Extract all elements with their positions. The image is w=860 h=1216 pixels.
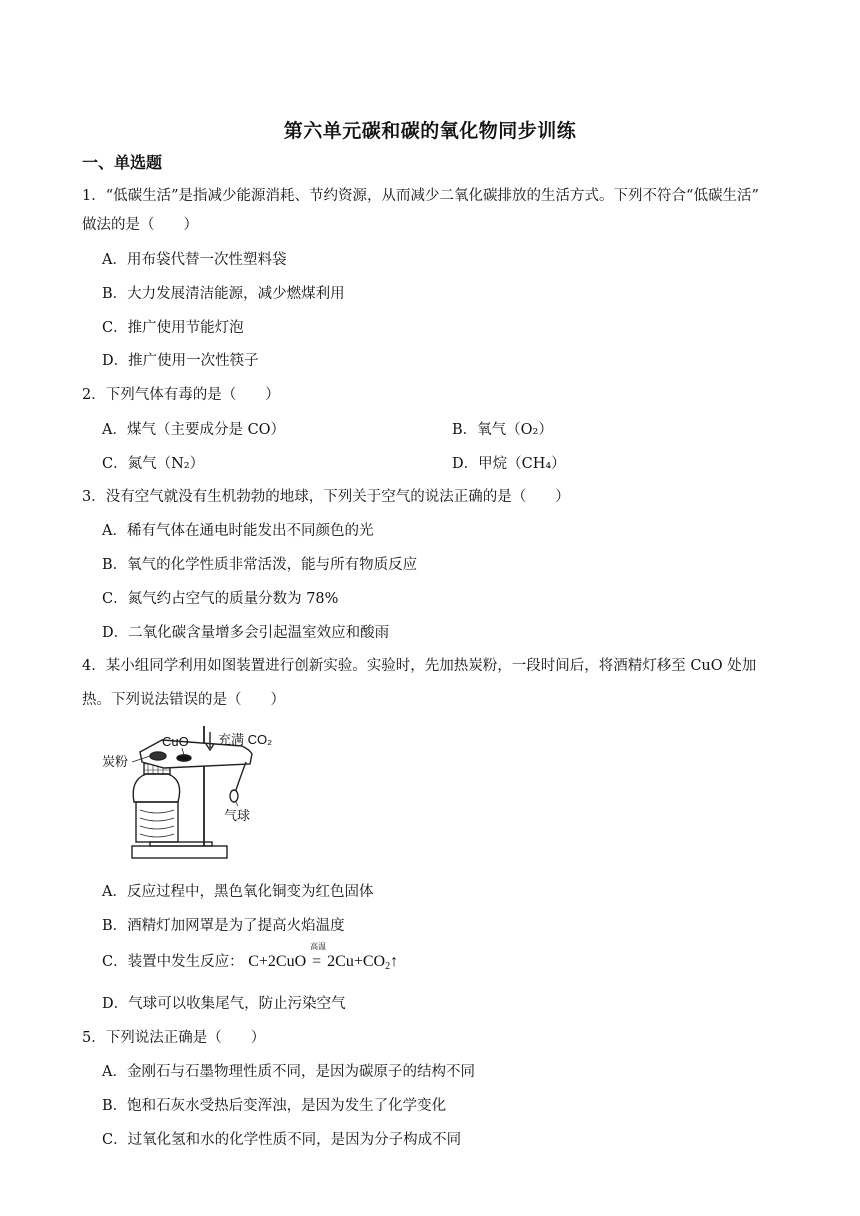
question-3-option-c: C．氮气约占空气的质量分数为 78% xyxy=(102,591,339,607)
question-1-stem-line2: 做法的是（ ） xyxy=(82,217,198,233)
question-2-option-a: A．煤气（主要成分是 CO） xyxy=(102,422,286,438)
balloon xyxy=(230,790,238,802)
stand-base xyxy=(132,846,227,858)
cuo-sample xyxy=(177,755,191,761)
question-5-option-a: A．金刚石与石墨物理性质不同，是因为碳原子的结构不同 xyxy=(102,1064,475,1080)
alcohol-lamp xyxy=(133,774,179,802)
reaction-condition: 高温 xyxy=(310,942,327,951)
page-title: 第六单元碳和碳的氧化物同步训练 xyxy=(283,120,577,142)
label-cuo: CuO xyxy=(162,734,189,749)
label-co2: 充满 CO₂ xyxy=(218,732,273,747)
question-1-option-b: B．大力发展清洁能源，减少燃煤利用 xyxy=(102,286,345,302)
equation-left: C+2CuO xyxy=(248,953,307,970)
question-3-stem: 3．没有空气就没有生机勃勃的地球，下列关于空气的说法正确的是（ ） xyxy=(82,489,570,505)
label-balloon: 气球 xyxy=(224,808,251,823)
question-1-option-d: D．推广使用一次性筷子 xyxy=(102,353,259,369)
question-4-option-d: D．气球可以收集尾气，防止污染空气 xyxy=(102,996,346,1012)
question-2-stem: 2．下列气体有毒的是（ ） xyxy=(82,387,280,403)
section-heading: 一、单选题 xyxy=(82,153,163,172)
equation-sign: = xyxy=(312,953,322,970)
equation-sign-group xyxy=(310,942,327,971)
gas-arrow: ↑ xyxy=(390,953,399,970)
question-2-option-b: B．氧气（O₂） xyxy=(452,422,553,438)
question-3-option-d: D．二氧化碳含量增多会引起温室效应和酸雨 xyxy=(102,625,390,641)
question-3-option-a: A．稀有气体在通电时能发出不同颜色的光 xyxy=(102,523,374,539)
carbon-powder xyxy=(150,752,166,760)
question-1-option-a: A．用布袋代替一次性塑料袋 xyxy=(102,252,287,268)
question-5-option-c: C．过氧化氢和水的化学性质不同，是因为分子构成不同 xyxy=(102,1132,462,1148)
question-4-option-b: B．酒精灯加网罩是为了提高火焰温度 xyxy=(102,918,345,934)
question-4-stem-line1: 4．某小组同学利用如图装置进行创新实验。实验时，先加热炭粉，一段时间后，将酒精灯移至 CuO 处加 xyxy=(82,658,757,674)
question-3-option-b: B．氧气的化学性质非常活泼，能与所有物质反应 xyxy=(102,557,418,573)
question-5-option-b: B．饱和石灰水受热后变浑浊，是因为发生了化学变化 xyxy=(102,1098,447,1114)
question-4-option-a: A．反应过程中，黑色氧化铜变为红色固体 xyxy=(102,884,374,900)
question-4-option-c xyxy=(102,942,399,972)
question-2-option-d: D．甲烷（CH₄） xyxy=(452,456,566,472)
option-c-prefix: C．装置中发生反应： xyxy=(102,954,244,970)
wooden-block xyxy=(136,802,178,842)
label-carbon-powder: 炭粉 xyxy=(102,754,129,769)
question-5-stem: 5．下列说法正确是（ ） xyxy=(82,1030,266,1046)
equation xyxy=(248,942,399,972)
question-1-stem-line1: 1．“低碳生活”是指减少能源消耗、节约资源，从而减少二氧化碳排放的生活方式。下列不符合“低碳生活” xyxy=(82,188,759,204)
equation-subscript: 2 xyxy=(385,961,391,972)
question-1-option-c: C．推广使用节能灯泡 xyxy=(102,320,244,336)
equation-right: 2Cu+CO xyxy=(327,953,386,970)
question-2-option-c: C．氮气（N₂） xyxy=(102,456,205,472)
apparatus-figure xyxy=(100,718,290,868)
question-4-stem-line2: 热。下列说法错误的是（ ） xyxy=(82,692,285,708)
